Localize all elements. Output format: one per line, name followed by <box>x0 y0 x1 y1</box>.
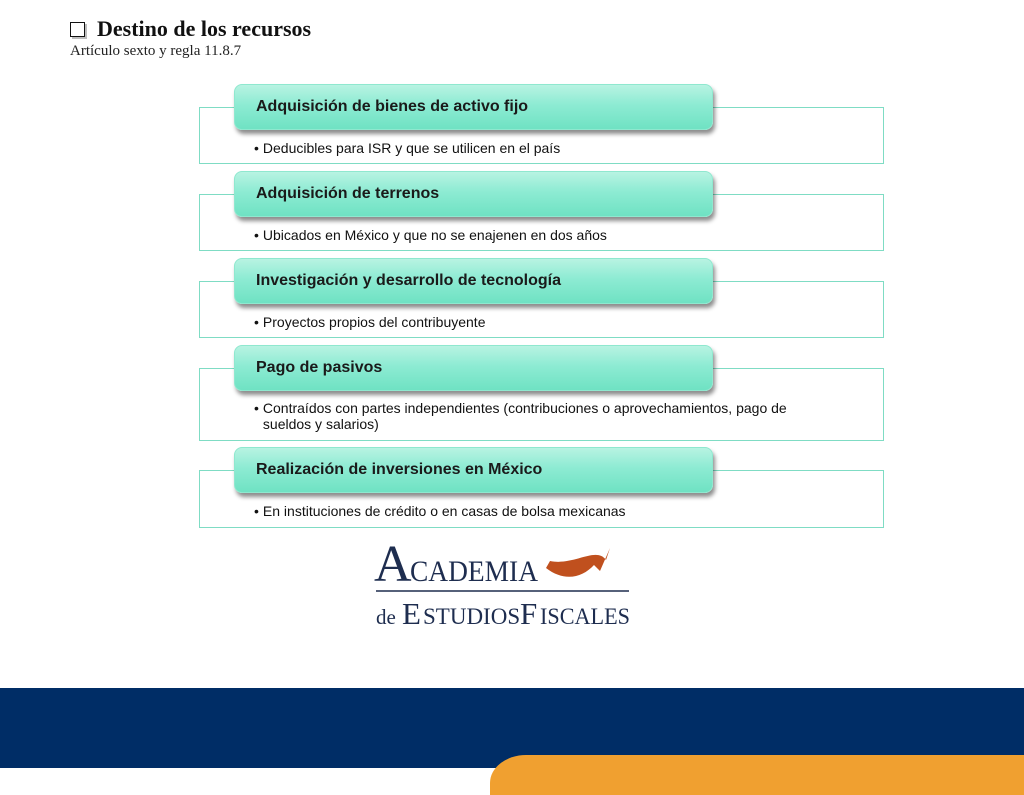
category-header: Adquisición de bienes de activo fijo <box>234 84 713 130</box>
logo-initial-a: A <box>374 538 412 593</box>
bird-logo-icon <box>546 548 610 577</box>
logo-word-iscales: ISCALES <box>540 604 630 629</box>
list-item-2 <box>199 171 884 251</box>
slide-title: Destino de los recursos <box>97 16 312 41</box>
category-header: Investigación y desarrollo de tecnología <box>234 258 713 304</box>
academia-logo <box>374 538 636 630</box>
logo-word-cademia: CADEMIA <box>410 555 539 588</box>
bullet-text: • Contraídos con partes independientes (contribuciones o aprovechamientos, pago de sueldos y salarios) <box>254 400 787 432</box>
logo-word-studios: STUDIOS <box>423 604 521 629</box>
bullet-text: • Ubicados en México y que no se enajenen en dos años <box>254 227 607 243</box>
list-item-1 <box>199 84 884 164</box>
checkbox-bullet-icon <box>70 22 85 37</box>
slide-subtitle: Artículo sexto y regla 11.8.7 <box>70 43 242 59</box>
list-item-4 <box>199 345 884 441</box>
bullet-text: • En instituciones de crédito o en casas de bolsa mexicanas <box>254 503 626 519</box>
list-item-5 <box>199 447 884 528</box>
bullet-text: • Proyectos propios del contribuyente <box>254 314 486 330</box>
list-item-3 <box>199 258 884 338</box>
logo-word-de: de <box>376 605 396 629</box>
category-header: Realización de inversiones en México <box>234 447 713 493</box>
footer-accent-shape <box>490 755 1024 795</box>
logo-initial-e: E <box>402 596 421 630</box>
category-header: Adquisición de terrenos <box>234 171 713 217</box>
slide-title-row <box>70 14 311 44</box>
bullet-text: • Deducibles para ISR y que se utilicen en el país <box>254 140 561 156</box>
category-header: Pago de pasivos <box>234 345 713 391</box>
logo-initial-f: F <box>520 596 538 630</box>
